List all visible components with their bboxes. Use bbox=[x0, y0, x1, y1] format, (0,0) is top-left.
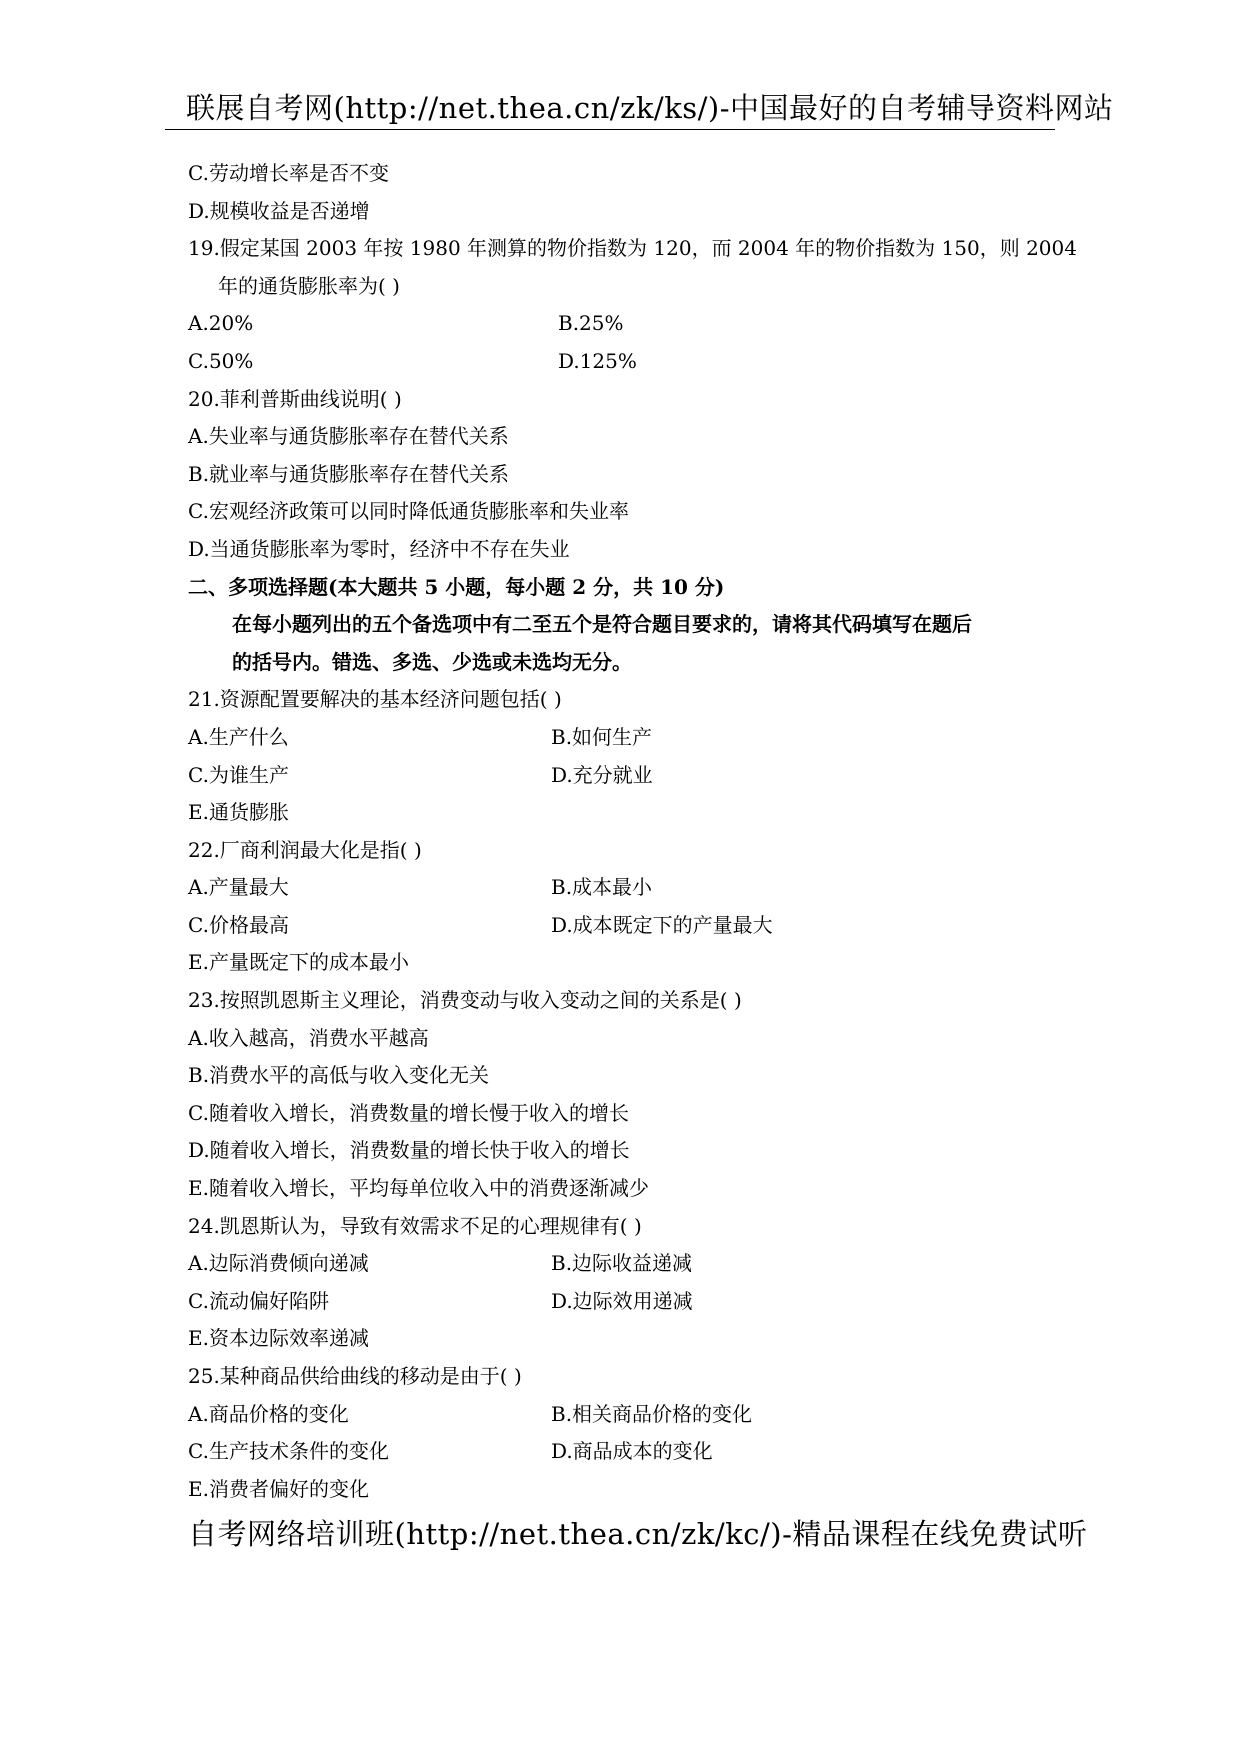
q25-options-row1 bbox=[188, 1396, 1058, 1434]
q20-option-d: D.当通货膨胀率为零时，经济中不存在失业 bbox=[188, 536, 570, 561]
q21-option-d: D.充分就业 bbox=[551, 762, 653, 787]
q24-option-e: E.资本边际效率递减 bbox=[188, 1326, 369, 1351]
q24-stem: 24.凯恩斯认为，导致有效需求不足的心理规律有( ) bbox=[188, 1213, 642, 1238]
q21-option-a: A.生产什么 bbox=[188, 724, 289, 749]
q21-option-b: B.如何生产 bbox=[551, 724, 653, 749]
q19-option-d: D.125% bbox=[558, 348, 637, 373]
section2-title: 二、多项选择题(本大题共 5 小题，每小题 2 分，共 10 分) bbox=[188, 574, 725, 599]
q24-option-a: A.边际消费倾向递减 bbox=[188, 1251, 369, 1276]
page-footer: 自考网络培训班(http://net.thea.cn/zk/kc/)-精品课程在线免费试听 bbox=[188, 1517, 1088, 1551]
q22-option-e: E.产量既定下的成本最小 bbox=[188, 950, 409, 975]
page-header: 联展自考网(http://net.thea.cn/zk/ks/)-中国最好的自考辅导资料网站 bbox=[186, 91, 1114, 125]
q22-option-c: C.价格最高 bbox=[188, 912, 289, 937]
q23-option-d: D.随着收入增长，消费数量的增长快于收入的增长 bbox=[188, 1138, 630, 1163]
q23-option-b: B.消费水平的高低与收入变化无关 bbox=[188, 1063, 490, 1088]
q19-stem-line2: 年的通货膨胀率为( ) bbox=[218, 273, 400, 298]
q18-option-d: D.规模收益是否递增 bbox=[188, 198, 370, 223]
q19-option-b: B.25% bbox=[558, 311, 624, 336]
q21-options-row2 bbox=[188, 757, 1058, 795]
q22-option-b: B.成本最小 bbox=[551, 875, 653, 900]
q25-option-d: D.商品成本的变化 bbox=[551, 1439, 713, 1464]
q21-options-row1 bbox=[188, 719, 1058, 757]
q22-stem: 22.厂商利润最大化是指( ) bbox=[188, 837, 422, 862]
q22-options-row1 bbox=[188, 869, 1058, 907]
q21-option-c: C.为谁生产 bbox=[188, 762, 289, 787]
section2-instruction-line2: 的括号内。错选、多选、少选或未选均无分。 bbox=[232, 649, 632, 674]
q25-stem: 25.某种商品供给曲线的移动是由于( ) bbox=[188, 1364, 522, 1388]
q19-options-row2 bbox=[188, 343, 1058, 381]
q21-stem: 21.资源配置要解决的基本经济问题包括( ) bbox=[188, 687, 562, 712]
q22-options-row2 bbox=[188, 907, 1058, 945]
q18-option-c: C.劳动增长率是否不变 bbox=[188, 161, 389, 185]
exam-content bbox=[188, 155, 1077, 1508]
q20-stem: 20.菲利普斯曲线说明( ) bbox=[188, 386, 402, 411]
q19-option-c: C.50% bbox=[188, 348, 254, 373]
q24-option-c: C.流动偏好陷阱 bbox=[188, 1288, 329, 1313]
section2-instruction-line1: 在每小题列出的五个备选项中有二至五个是符合题目要求的，请将其代码填写在题后 bbox=[232, 612, 972, 637]
q21-option-e: E.通货膨胀 bbox=[188, 800, 289, 825]
q20-option-a: A.失业率与通货膨胀率存在替代关系 bbox=[188, 424, 509, 449]
q20-option-b: B.就业率与通货膨胀率存在替代关系 bbox=[188, 461, 510, 486]
q20-option-c: C.宏观经济政策可以同时降低通货膨胀率和失业率 bbox=[188, 499, 629, 524]
q25-options-row2 bbox=[188, 1433, 1058, 1471]
q24-options-row2 bbox=[188, 1283, 1058, 1321]
q25-option-b: B.相关商品价格的变化 bbox=[551, 1401, 753, 1426]
q19-options-row1 bbox=[188, 305, 1058, 343]
q24-option-d: D.边际效用递减 bbox=[551, 1288, 693, 1313]
q23-stem: 23.按照凯恩斯主义理论，消费变动与收入变动之间的关系是( ) bbox=[188, 988, 742, 1013]
q25-option-e: E.消费者偏好的变化 bbox=[188, 1476, 369, 1501]
q22-option-a: A.产量最大 bbox=[188, 875, 289, 900]
q23-option-e: E.随着收入增长，平均每单位收入中的消费逐渐减少 bbox=[188, 1176, 649, 1201]
q19-stem-line1: 19.假定某国 2003 年按 1980 年测算的物价指数为 120，而 2004 年的物价指数为 150，则 2004 bbox=[188, 236, 1077, 261]
q22-option-d: D.成本既定下的产量最大 bbox=[551, 912, 773, 937]
q25-option-a: A.商品价格的变化 bbox=[188, 1401, 349, 1426]
q24-options-row1 bbox=[188, 1245, 1058, 1283]
q24-option-b: B.边际收益递减 bbox=[551, 1251, 693, 1276]
q23-option-a: A.收入越高，消费水平越高 bbox=[188, 1025, 429, 1050]
header-divider bbox=[165, 129, 1055, 130]
q19-option-a: A.20% bbox=[188, 311, 254, 336]
q23-option-c: C.随着收入增长，消费数量的增长慢于收入的增长 bbox=[188, 1100, 629, 1125]
q25-option-c: C.生产技术条件的变化 bbox=[188, 1439, 389, 1464]
